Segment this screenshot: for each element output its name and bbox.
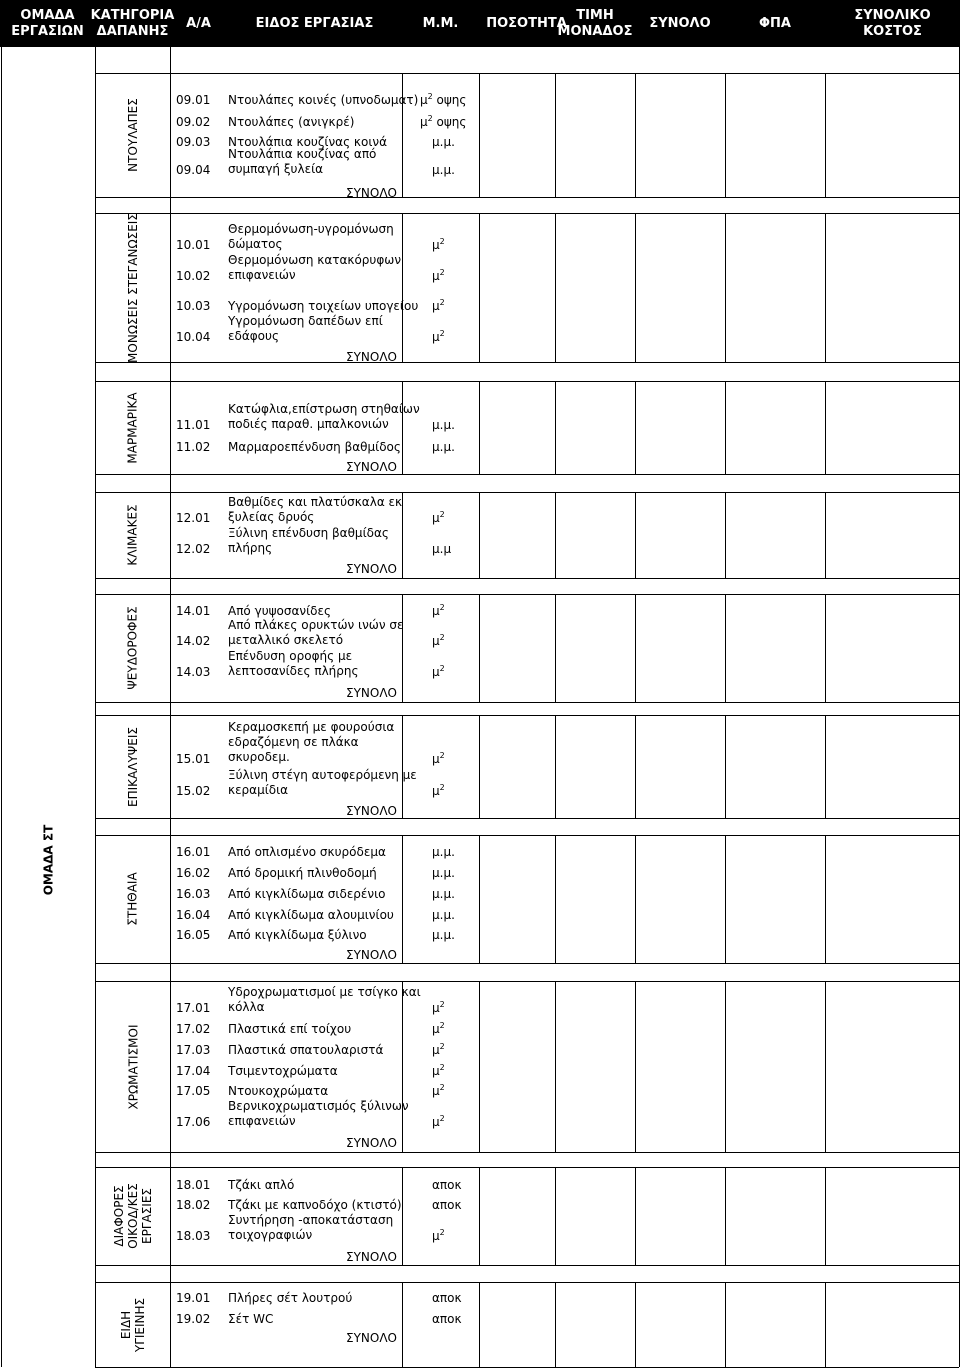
grid-line <box>170 47 171 1367</box>
category-label: ΨΕΥΔΟΡΟΦΕΣ <box>126 606 140 690</box>
column-header: Μ.Μ. <box>422 15 459 31</box>
item-description: Συντήρηση -αποκατάσταση τοιχογραφιών <box>228 1213 394 1242</box>
section-total-label: ΣΥΝΟΛΟ <box>346 1136 397 1150</box>
item-description: Τσιμεντοχρώματα <box>228 1064 338 1078</box>
item-description: Από οπλισμένο σκυρόδεμα <box>228 845 386 859</box>
column-header: ΣΥΝΟΛΙΚΟ ΚΟΣΤΟΣ <box>854 7 931 39</box>
grid-line <box>170 702 959 703</box>
item-code: 09.02 <box>176 115 211 129</box>
item-unit: $\mu^2$ <box>432 1114 445 1129</box>
grid-line <box>725 715 726 818</box>
item-description: Ξύλινη στέγη αυτοφερόμενη με κεραμίδια <box>228 768 417 797</box>
item-description: Σέτ WC <box>228 1312 274 1326</box>
grid-line <box>635 715 636 818</box>
item-code: 19.02 <box>176 1312 211 1326</box>
section-total-label: ΣΥΝΟΛΟ <box>346 186 397 200</box>
item-description: Ξύλινη επένδυση βαθμίδας πλήρης <box>228 526 389 555</box>
grid-line <box>825 492 826 578</box>
item-description: Πλαστικά επί τοίχου <box>228 1022 352 1036</box>
item-code: 17.02 <box>176 1022 211 1036</box>
item-code: 11.02 <box>176 440 211 454</box>
grid-line <box>170 1167 959 1168</box>
grid-line <box>402 1167 403 1265</box>
item-description: Τζάκι απλό <box>228 1178 295 1192</box>
category-label: ΝΤΟΥΛΑΠΕΣ <box>126 98 140 172</box>
column-header: ΚΑΤΗΓΟΡΙΑ ΔΑΠΑΝΗΣ <box>90 7 175 39</box>
grid-line <box>402 594 403 702</box>
grid-line <box>170 197 959 198</box>
item-description: Επένδυση οροφής με λεπτοσανίδες πλήρης <box>228 649 359 678</box>
item-code: 18.01 <box>176 1178 211 1192</box>
section-total-label: ΣΥΝΟΛΟ <box>346 460 397 474</box>
grid-line <box>1 47 2 1367</box>
item-unit: $\mu^2$ <box>432 268 445 283</box>
item-description: Βερνικοχρωματισμός ξύλινων επιφανειών <box>228 1099 409 1128</box>
item-code: 16.03 <box>176 887 211 901</box>
grid-line <box>635 1167 636 1265</box>
grid-line <box>479 981 480 1152</box>
grid-line <box>725 213 726 362</box>
category-label: ΕΠΙΚΑΛΥΨΕΙΣ <box>126 726 141 807</box>
grid-line <box>95 702 170 703</box>
grid-line <box>170 715 959 716</box>
grid-line <box>170 381 959 382</box>
grid-line <box>555 1167 556 1265</box>
item-code: 15.01 <box>176 752 211 766</box>
grid-line <box>479 594 480 702</box>
grid-line <box>479 381 480 474</box>
grid-line <box>555 981 556 1152</box>
category-label: ΜΑΡΜΑΡΙΚΑ <box>126 391 140 464</box>
grid-line <box>825 835 826 963</box>
grid-line <box>725 381 726 474</box>
item-code: 10.04 <box>176 330 211 344</box>
grid-line <box>635 1282 636 1367</box>
section-total-label: ΣΥΝΟΛΟ <box>346 686 397 700</box>
grid-line <box>635 981 636 1152</box>
grid-line <box>555 594 556 702</box>
column-header: Α/Α <box>186 15 211 31</box>
grid-line <box>635 835 636 963</box>
grid-line <box>402 715 403 818</box>
grid-line <box>825 73 826 197</box>
item-code: 09.01 <box>176 93 211 107</box>
grid-line <box>725 1282 726 1367</box>
grid-line <box>825 381 826 474</box>
item-code: 10.02 <box>176 269 211 283</box>
grid-line <box>825 715 826 818</box>
section-total-label: ΣΥΝΟΛΟ <box>346 1331 397 1345</box>
item-description: Από κιγκλίδωμα σιδερένιο <box>228 887 386 901</box>
item-unit: αποκ <box>432 1312 462 1326</box>
grid-line <box>95 1152 170 1153</box>
item-unit: $\mu^2$ <box>432 510 445 525</box>
grid-line <box>402 835 403 963</box>
item-code: 10.03 <box>176 299 211 313</box>
item-description: Από δρομική πλινθοδομή <box>228 866 377 880</box>
grid-line <box>725 981 726 1152</box>
item-unit: $\mu^2$ <box>432 237 445 252</box>
grid-line <box>170 474 959 475</box>
grid-line <box>170 981 959 982</box>
grid-line <box>170 1282 959 1283</box>
section-total-label: ΣΥΝΟΛΟ <box>346 350 397 364</box>
grid-line <box>725 492 726 578</box>
grid-line <box>725 1167 726 1265</box>
item-description: Από κιγκλίδωμα αλουμινίου <box>228 908 394 922</box>
item-code: 17.06 <box>176 1115 211 1129</box>
grid-line <box>170 362 959 363</box>
item-unit: μ.μ <box>432 542 452 556</box>
item-unit: $\mu^2$ <box>432 751 445 766</box>
item-description: Ντουκοχρώματα <box>228 1084 329 1098</box>
grid-line <box>95 818 170 819</box>
item-unit: μ.μ. <box>432 928 455 942</box>
item-unit: $\mu^2$ <box>432 1021 445 1036</box>
item-unit: μ.μ. <box>432 866 455 880</box>
item-unit: $\mu^2$ <box>432 1000 445 1015</box>
header-bar <box>0 0 960 47</box>
column-header: ΤΙΜΗ ΜΟΝΑΔΟΣ <box>557 7 633 39</box>
item-description: Βαθμίδες και πλατύσκαλα εκ ξυλείας δρυός <box>228 495 403 524</box>
item-unit: μ.μ. <box>432 908 455 922</box>
grid-line <box>170 963 959 964</box>
grid-line <box>170 1152 959 1153</box>
category-label: ΜΟΝΩΣΕΙΣ ΣΤΕΓΑΝΩΣΕΙΣ <box>126 212 140 363</box>
item-unit: αποκ <box>432 1291 462 1305</box>
item-unit: αποκ <box>432 1198 462 1212</box>
item-description: Κεραμοσκεπή με φουρούσια εδραζόμενη σε πλάκα σκυροδεμ. <box>228 720 395 764</box>
item-description: Πλαστικά σπατουλαριστά <box>228 1043 384 1057</box>
grid-line <box>825 594 826 702</box>
item-code: 17.03 <box>176 1043 211 1057</box>
item-description: Κατώφλια,επίστρωση στηθαίων ποδιές παραθ. μπαλκονιών <box>228 402 420 431</box>
item-unit: αποκ <box>432 1178 462 1192</box>
section-total-label: ΣΥΝΟΛΟ <box>346 804 397 818</box>
grid-line <box>555 381 556 474</box>
item-code: 17.05 <box>176 1084 211 1098</box>
item-unit: μ.μ. <box>432 440 455 454</box>
category-label: ΣΤΗΘΑΙΑ <box>126 872 140 926</box>
grid-line <box>555 715 556 818</box>
item-description: Από γυψοσανίδες <box>228 604 332 618</box>
grid-line <box>555 213 556 362</box>
grid-line <box>555 1282 556 1367</box>
grid-line <box>555 492 556 578</box>
item-code: 09.04 <box>176 163 211 177</box>
item-unit: $\mu^2$ <box>432 633 445 648</box>
section-total-label: ΣΥΝΟΛΟ <box>346 1250 397 1264</box>
grid-line <box>170 73 959 74</box>
group-label: ΟΜΑΔΑ ΣΤ <box>40 824 55 896</box>
grid-line <box>479 492 480 578</box>
item-code: 16.05 <box>176 928 211 942</box>
item-description: Ντουλάπες (ανιγκρέ) <box>228 115 355 129</box>
item-unit: $\mu^2$ <box>432 1083 445 1098</box>
item-description: Ντουλάπια κουζίνας κοινά <box>228 135 388 149</box>
item-description: Ντουλάπια κουζίνας από συμπαγή ξυλεία <box>228 147 377 176</box>
grid-line <box>479 715 480 818</box>
item-unit: μ.μ. <box>432 845 455 859</box>
item-code: 16.02 <box>176 866 211 880</box>
grid-line <box>170 578 959 579</box>
grid-line <box>170 1265 959 1266</box>
grid-line <box>402 492 403 578</box>
item-unit: μ.μ. <box>432 418 455 432</box>
grid-line <box>95 578 170 579</box>
grid-line <box>825 1167 826 1265</box>
grid-line <box>402 213 403 362</box>
grid-line <box>479 73 480 197</box>
column-header: ΠΟΣΟΤΗΤΑ <box>486 15 567 31</box>
grid-line <box>725 835 726 963</box>
item-description: Μαρμαροεπένδυση βαθμίδος <box>228 440 401 454</box>
column-header: ΟΜΑΔΑ ΕΡΓΑΣΙΩΝ <box>11 7 84 39</box>
item-description: Πλήρες σέτ λουτρού <box>228 1291 353 1305</box>
item-code: 09.03 <box>176 135 211 149</box>
grid-line <box>825 981 826 1152</box>
grid-line <box>479 1167 480 1265</box>
grid-line <box>95 474 170 475</box>
item-code: 17.04 <box>176 1064 211 1078</box>
item-description: Από πλάκες ορυκτών ινών σε μεταλλικό σκελετό <box>228 618 404 647</box>
item-description: Υγρομόνωση τοιχείων υπογείου <box>228 299 419 313</box>
item-code: 14.02 <box>176 634 211 648</box>
item-description: Υδροχρωματισμοί με τσίγκο και κόλλα <box>228 985 421 1014</box>
item-unit: $\mu^2$ οψης <box>420 92 467 107</box>
item-code: 19.01 <box>176 1291 211 1305</box>
column-header: ΦΠΑ <box>759 15 791 31</box>
item-unit: $\mu^2$ <box>432 329 445 344</box>
grid-line <box>725 73 726 197</box>
grid-line <box>635 381 636 474</box>
item-code: 18.03 <box>176 1229 211 1243</box>
item-unit: $\mu^2$ οψης <box>420 114 467 129</box>
grid-line <box>825 1282 826 1367</box>
item-code: 17.01 <box>176 1001 211 1015</box>
item-unit: $\mu^2$ <box>432 1042 445 1057</box>
column-header: ΕΙΔΟΣ ΕΡΓΑΣΙΑΣ <box>255 15 374 31</box>
grid-line <box>635 213 636 362</box>
grid-line <box>555 73 556 197</box>
item-code: 11.01 <box>176 418 211 432</box>
category-label: ΧΡΩΜΑΤΙΣΜΟΙ <box>126 1024 141 1109</box>
column-header: ΣΥΝΟΛΟ <box>649 15 711 31</box>
grid-line <box>479 1282 480 1367</box>
item-unit: μ.μ. <box>432 135 455 149</box>
item-unit: μ.μ. <box>432 163 455 177</box>
item-description: Θερμομόνωση κατακόρυφων επιφανειών <box>228 253 402 282</box>
item-description: Υγρομόνωση δαπέδων επί εδάφους <box>228 314 383 343</box>
item-unit: $\mu^2$ <box>432 603 445 618</box>
item-unit: μ.μ. <box>432 887 455 901</box>
item-unit: $\mu^2$ <box>432 1228 445 1243</box>
item-code: 18.02 <box>176 1198 211 1212</box>
grid-line <box>825 213 826 362</box>
item-code: 12.02 <box>176 542 211 556</box>
grid-line <box>479 213 480 362</box>
section-total-label: ΣΥΝΟΛΟ <box>346 562 397 576</box>
grid-line <box>725 594 726 702</box>
item-description: Από κιγκλίδωμα ξύλινο <box>228 928 367 942</box>
item-description: Ντουλάπες κοινές (υπνοδωματ) <box>228 93 419 107</box>
item-unit: $\mu^2$ <box>432 783 445 798</box>
grid-line <box>402 73 403 197</box>
item-code: 14.03 <box>176 665 211 679</box>
grid-line <box>635 594 636 702</box>
item-description: Θερμομόνωση-υγρομόνωση δώματος <box>228 222 394 251</box>
section-total-label: ΣΥΝΟΛΟ <box>346 948 397 962</box>
item-unit: $\mu^2$ <box>432 1063 445 1078</box>
category-label: ΕΙΔΗ ΥΓΙΕΙΝΗΣ <box>118 1297 147 1352</box>
grid-line <box>95 963 170 964</box>
grid-line <box>95 197 170 198</box>
grid-line <box>555 835 556 963</box>
grid-line <box>479 835 480 963</box>
item-code: 14.01 <box>176 604 211 618</box>
item-code: 16.04 <box>176 908 211 922</box>
grid-line <box>170 213 959 214</box>
item-description: Τζάκι με καπνοδόχο (κτιστό) <box>228 1198 402 1212</box>
grid-line <box>635 73 636 197</box>
category-label: ΔΙΑΦΟΡΕΣ ΟΙΚΟΔ/ΚΕΣ ΕΡΓΑΣΙΕΣ <box>112 1183 154 1249</box>
category-label: ΚΛΙΜΑΚΕΣ <box>126 504 140 566</box>
item-code: 15.02 <box>176 784 211 798</box>
item-unit: $\mu^2$ <box>432 298 445 313</box>
item-code: 10.01 <box>176 238 211 252</box>
grid-line <box>170 835 959 836</box>
grid-line <box>170 492 959 493</box>
grid-line <box>95 1265 170 1266</box>
grid-line <box>635 492 636 578</box>
grid-line <box>170 818 959 819</box>
item-code: 16.01 <box>176 845 211 859</box>
grid-line <box>402 1282 403 1367</box>
grid-line <box>170 594 959 595</box>
item-code: 12.01 <box>176 511 211 525</box>
item-unit: $\mu^2$ <box>432 664 445 679</box>
